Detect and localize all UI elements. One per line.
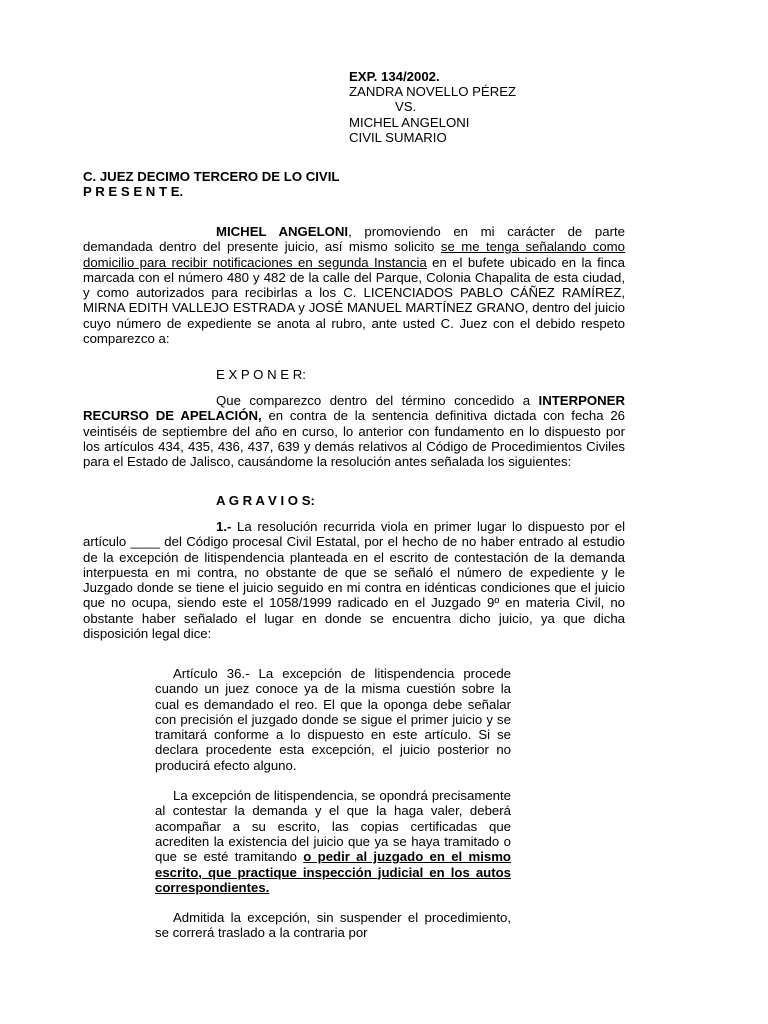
agravios-heading: A G R A V I O S: bbox=[216, 493, 315, 508]
case-number: EXP. 134/2002. bbox=[349, 69, 440, 84]
intro-text-a: , promoviendo en mi carácter de parte demandada dentro del presente juicio, así mismo solicito bbox=[83, 224, 625, 255]
versus-label: VS. bbox=[395, 99, 417, 115]
plaintiff-name: ZANDRA NOVELLO PÉREZ bbox=[349, 84, 517, 99]
exponer-bold: INTERPONER RECURSO DE APELACIÓN, bbox=[83, 393, 625, 424]
intro-text-b: en el bufete ubicado en la finca marcada con el número 480 y 482 de la calle del Parque, Colonia Chapalita de esta ciudad, y como autorizados para recibirlas a los C. LICENCIADOS PABLO CÁÑEZ RAMÍREZ, MIRNA EDITH VALLEJO ESTRADA y JOSÉ MANUEL MARTÍNEZ GRANO, dentro del juicio cuyo número de expediente se anota al rubro, ante usted C. Juez con el debido respeto comparezco a: bbox=[83, 254, 625, 347]
case-header bbox=[349, 69, 440, 84]
agravio-1-number: 1.- bbox=[216, 519, 232, 534]
exponer-text-a: Que comparezco dentro del término concedido a bbox=[216, 393, 539, 408]
intro-paragraph bbox=[83, 224, 625, 346]
case-type: CIVIL SUMARIO bbox=[349, 129, 447, 145]
case-parties bbox=[349, 84, 516, 145]
addressee-judge: C. JUEZ DECIMO TERCERO DE LO CIVIL bbox=[83, 169, 340, 184]
quote-paragraph-1: Artículo 36.- La excepción de litispendencia procede cuando un juez conoce ya de la misma cuestión sobre la cual es demandado el reo. El que la oponga debe señalar con precisión el juzgado donde se sigue el primer juicio y se tramitará conforme a lo dispuesto en este artículo. Si se declara procedente esta excepción, el juicio posterior no producirá efecto alguno. bbox=[155, 666, 511, 773]
defendant-name: MICHEL ANGELONI bbox=[349, 114, 470, 130]
intro-underlined: se me tenga señalando como domicilio para recibir notificaciones en segunda Instancia bbox=[83, 239, 626, 270]
intro-name: MICHEL ANGELONI bbox=[216, 224, 349, 239]
exponer-text-b: en contra de la sentencia definitiva dictada con fecha 26 veintiséis de septiembre del año en curso, lo anterior con fundamento en lo dispuesto por los artículos 434, 435, 436, 437, 639 y demás relativos al Código de Procedimientos Civiles para el Estado de Jalisco, causándome la resolución antes señalada los siguientes: bbox=[83, 408, 625, 470]
addressee bbox=[83, 169, 339, 200]
quote-p2-bold: o pedir al juzgado en el mismo escrito, que practique inspección judicial en los autos correspondientes. bbox=[155, 849, 511, 895]
exponer-heading: E X P O N E R: bbox=[216, 367, 306, 382]
agravio-1-text: La resolución recurrida viola en primer lugar lo dispuesto por el artículo ____ del Código procesal Civil Estatal, por el hecho de no haber entrado al estudio de la excepción de litispendencia planteada en el escrito de contestación de la demanda interpuesta en mi contra, no obstante de que se señaló el número de expediente y le Juzgado donde se tiene el juicio seguido en mi contra en idénticas condiciones que el juicio que no ocupa, siendo este el 1058/1999 radicado en el Juzgado 9º en materia Civil, no obstante haber señalado el lugar en donde se encuentra dicho juicio, ya que dicha disposición legal dice: bbox=[83, 519, 625, 642]
agravio-1-paragraph bbox=[83, 519, 625, 641]
quote-paragraph-2 bbox=[155, 788, 511, 895]
exponer-paragraph bbox=[83, 393, 625, 469]
quote-p2-text: La excepción de litispendencia, se opondrá precisamente al contestar la demanda y el que la haga valer, deberá acompañar a su escrito, las copias certificadas que acrediten la existencia del juicio que ya se haya tramitado o que se esté tramitando bbox=[155, 788, 511, 865]
quote-paragraph-3: Admitida la excepción, sin suspender el procedimiento, se correrá traslado a la contraria por bbox=[155, 910, 511, 941]
quoted-article bbox=[155, 666, 511, 941]
addressee-presente: P R E S E N T E. bbox=[83, 184, 184, 200]
